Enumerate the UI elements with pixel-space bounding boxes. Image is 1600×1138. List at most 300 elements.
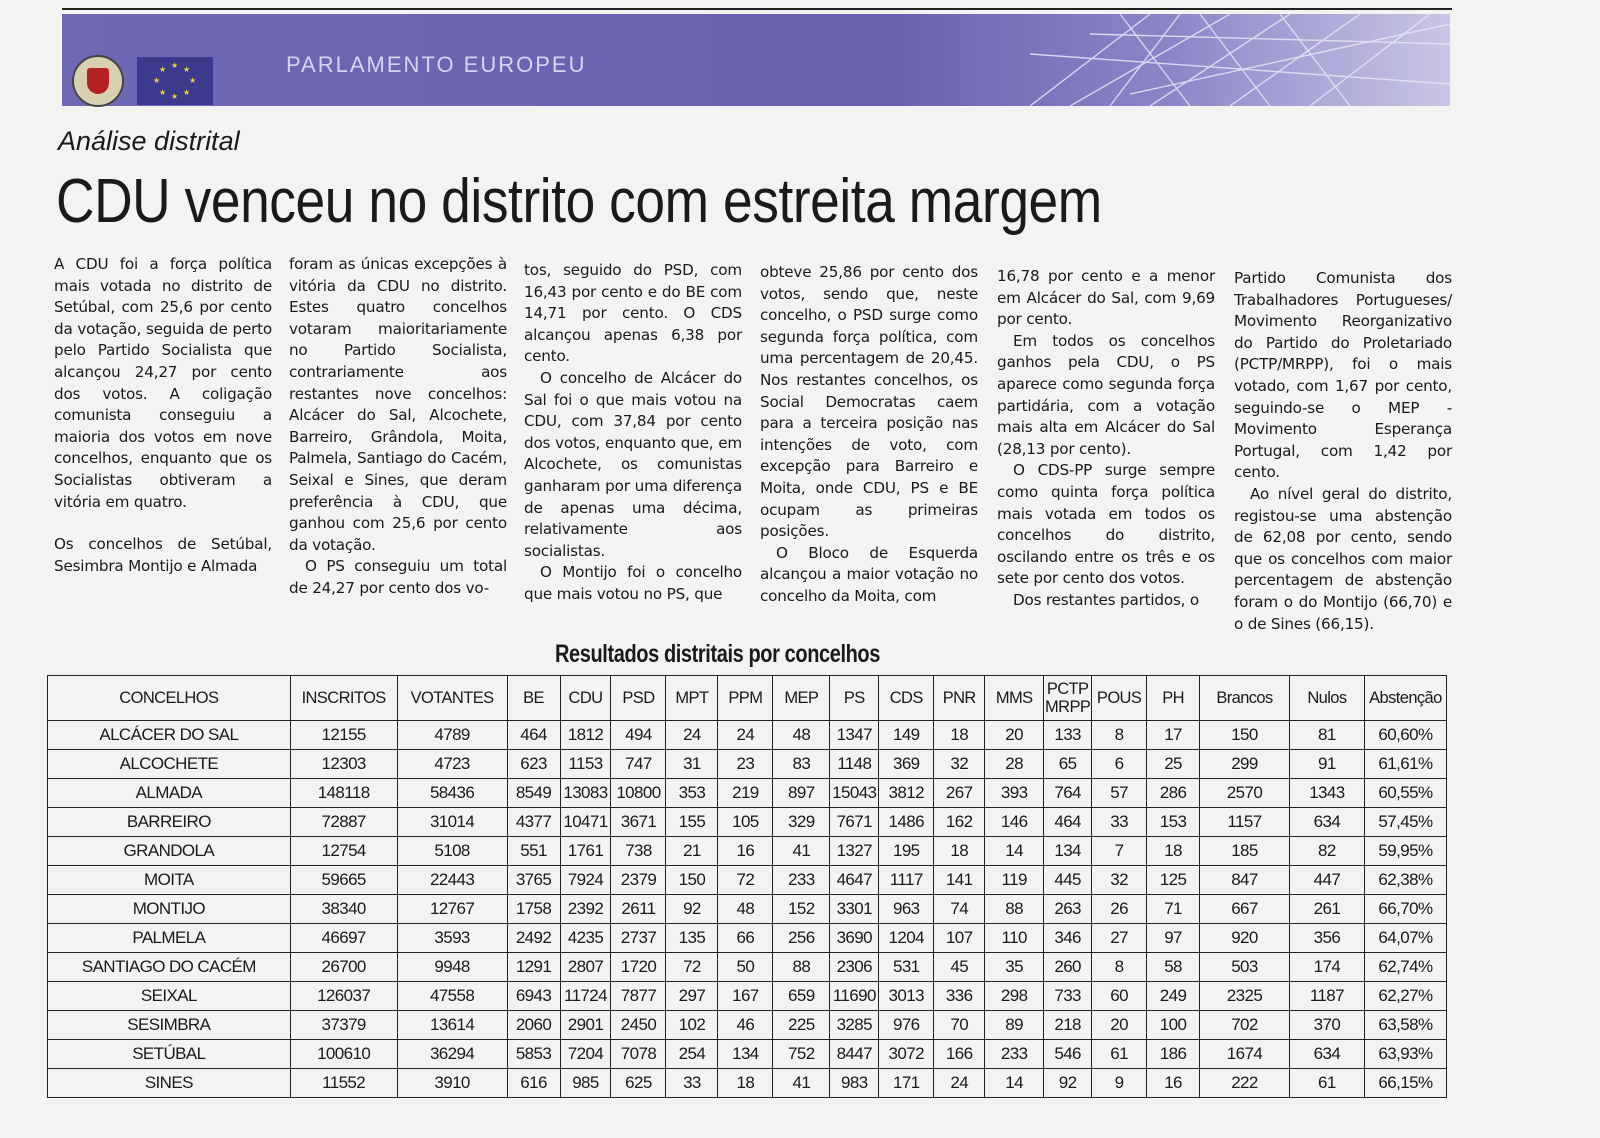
value-cell: 174 <box>1289 953 1364 982</box>
value-cell: 625 <box>611 1069 666 1098</box>
value-cell: 10800 <box>611 779 666 808</box>
value-cell: 110 <box>985 924 1044 953</box>
value-cell: 33 <box>666 1069 718 1098</box>
value-cell: 10471 <box>560 808 611 837</box>
value-cell: 225 <box>773 1011 830 1040</box>
value-cell: 393 <box>985 779 1044 808</box>
value-cell: 1187 <box>1289 982 1364 1011</box>
paragraph: Partido Comunista dos Trabalhadores Portugueses/ Movimento Reorganizativo do Partido do Proletariado (PCTP/MRPP), foi o mais votado, com 1,67 por cento, seguindo-se o MEP - Movimento Esperança Portugal, com 1,42 por cento. <box>1234 269 1452 482</box>
value-cell: 1327 <box>830 837 879 866</box>
value-cell: 1204 <box>879 924 934 953</box>
value-cell: 24 <box>666 721 718 750</box>
column-header: PSD <box>611 676 666 721</box>
table-row <box>48 808 1447 837</box>
value-cell: 41 <box>773 1069 830 1098</box>
column-header: MPT <box>666 676 718 721</box>
value-cell: 133 <box>1044 721 1092 750</box>
table-row <box>48 953 1447 982</box>
value-cell: 18 <box>934 721 985 750</box>
value-cell: 58 <box>1147 953 1200 982</box>
value-cell: 48 <box>773 721 830 750</box>
value-cell: 18 <box>718 1069 773 1098</box>
value-cell: 2901 <box>560 1011 611 1040</box>
value-cell: 503 <box>1200 953 1290 982</box>
value-cell: 1157 <box>1200 808 1290 837</box>
value-cell: 32 <box>1092 866 1147 895</box>
value-cell: 1486 <box>879 808 934 837</box>
table-title: Resultados distritais por concelhos <box>555 640 880 668</box>
value-cell: 261 <box>1289 895 1364 924</box>
paragraph: Ao nível geral do distrito, registou-se uma abstenção de 62,08 por cento, sendo que os concelhos com maior percentagem de abstenção foram o do Montijo (66,70) e o de Sines (66,15). <box>1234 484 1452 633</box>
table-row <box>48 750 1447 779</box>
value-cell: 2060 <box>507 1011 560 1040</box>
paragraph: obteve 25,86 por cento dos votos, sendo que, neste concelho, o PSD surge como segunda força política, com uma percentagem de 20,45. Nos restantes concelhos, os Social Democratas caem para a terceira posição nas intenções de voto, com excepção para Barreiro e Moita, onde CDU, PS e BE ocupam as primeiras posições. <box>760 263 978 541</box>
value-cell: 8549 <box>507 779 560 808</box>
value-cell: 3013 <box>879 982 934 1011</box>
value-cell: 88 <box>985 895 1044 924</box>
value-cell: 141 <box>934 866 985 895</box>
value-cell: 17 <box>1147 721 1200 750</box>
value-cell: 61 <box>1289 1069 1364 1098</box>
value-cell: 38340 <box>290 895 397 924</box>
value-cell: 346 <box>1044 924 1092 953</box>
value-cell: 46697 <box>290 924 397 953</box>
value-cell: 62,27% <box>1364 982 1446 1011</box>
value-cell: 149 <box>879 721 934 750</box>
value-cell: 18 <box>934 837 985 866</box>
value-cell: 66,15% <box>1364 1069 1446 1098</box>
value-cell: 11690 <box>830 982 879 1011</box>
article-column-6 <box>1234 268 1452 635</box>
value-cell: 3671 <box>611 808 666 837</box>
value-cell: 100 <box>1147 1011 1200 1040</box>
value-cell: 353 <box>666 779 718 808</box>
banner-decoration <box>1030 14 1450 106</box>
value-cell: 297 <box>666 982 718 1011</box>
paragraph: O CDS-PP surge sempre como quinta força política mais votada em todos os concelhos do distrito, oscilando entre os três e os sete por cento dos votos. <box>997 461 1215 588</box>
column-header: CDU <box>560 676 611 721</box>
value-cell: 148118 <box>290 779 397 808</box>
value-cell: 2737 <box>611 924 666 953</box>
value-cell: 48 <box>718 895 773 924</box>
value-cell: 702 <box>1200 1011 1290 1040</box>
value-cell: 370 <box>1289 1011 1364 1040</box>
value-cell: 2392 <box>560 895 611 924</box>
value-cell: 286 <box>1147 779 1200 808</box>
value-cell: 464 <box>1044 808 1092 837</box>
value-cell: 4647 <box>830 866 879 895</box>
value-cell: 7078 <box>611 1040 666 1069</box>
table-row <box>48 779 1447 808</box>
value-cell: 60 <box>1092 982 1147 1011</box>
value-cell: 2807 <box>560 953 611 982</box>
value-cell: 57,45% <box>1364 808 1446 837</box>
value-cell: 150 <box>1200 721 1290 750</box>
results-table <box>47 675 1447 1098</box>
value-cell: 752 <box>773 1040 830 1069</box>
column-header: INSCRITOS <box>290 676 397 721</box>
value-cell: 3910 <box>397 1069 507 1098</box>
value-cell: 634 <box>1289 808 1364 837</box>
value-cell: 134 <box>1044 837 1092 866</box>
value-cell: 985 <box>560 1069 611 1098</box>
value-cell: 623 <box>507 750 560 779</box>
value-cell: 146 <box>985 808 1044 837</box>
value-cell: 667 <box>1200 895 1290 924</box>
paragraph: A CDU foi a força política mais votada no distrito de Setúbal, com 25,6 por cento da votação, seguida de perto pelo Partido Socialista que alcançou 24,27 por cento dos votos. A coligação comunista conseguiu a maioria dos votos em nove concelhos, enquanto que os Socialistas obtiveram a vitória em quatro. <box>54 255 272 511</box>
value-cell: 7671 <box>830 808 879 837</box>
value-cell: 16 <box>718 837 773 866</box>
value-cell: 299 <box>1200 750 1290 779</box>
value-cell: 222 <box>1200 1069 1290 1098</box>
column-header: PPM <box>718 676 773 721</box>
article-column-4 <box>760 262 978 608</box>
value-cell: 21 <box>666 837 718 866</box>
column-header: VOTANTES <box>397 676 507 721</box>
municipality-cell: SETÚBAL <box>48 1040 291 1069</box>
value-cell: 976 <box>879 1011 934 1040</box>
value-cell: 738 <box>611 837 666 866</box>
value-cell: 47558 <box>397 982 507 1011</box>
value-cell: 70 <box>934 1011 985 1040</box>
value-cell: 4235 <box>560 924 611 953</box>
value-cell: 135 <box>666 924 718 953</box>
value-cell: 2450 <box>611 1011 666 1040</box>
value-cell: 12767 <box>397 895 507 924</box>
value-cell: 733 <box>1044 982 1092 1011</box>
value-cell: 249 <box>1147 982 1200 1011</box>
value-cell: 41 <box>773 837 830 866</box>
value-cell: 119 <box>985 866 1044 895</box>
value-cell: 8 <box>1092 953 1147 982</box>
value-cell: 107 <box>934 924 985 953</box>
value-cell: 336 <box>934 982 985 1011</box>
value-cell: 897 <box>773 779 830 808</box>
article-column-3 <box>524 260 742 606</box>
value-cell: 83 <box>773 750 830 779</box>
value-cell: 20 <box>1092 1011 1147 1040</box>
value-cell: 5108 <box>397 837 507 866</box>
value-cell: 1674 <box>1200 1040 1290 1069</box>
municipality-cell: BARREIRO <box>48 808 291 837</box>
article-column-5 <box>997 266 1215 612</box>
value-cell: 13614 <box>397 1011 507 1040</box>
value-cell: 7204 <box>560 1040 611 1069</box>
value-cell: 105 <box>718 808 773 837</box>
value-cell: 546 <box>1044 1040 1092 1069</box>
value-cell: 62,74% <box>1364 953 1446 982</box>
column-header: CONCELHOS <box>48 676 291 721</box>
value-cell: 4377 <box>507 808 560 837</box>
value-cell: 126037 <box>290 982 397 1011</box>
value-cell: 1761 <box>560 837 611 866</box>
value-cell: 847 <box>1200 866 1290 895</box>
value-cell: 2306 <box>830 953 879 982</box>
value-cell: 61 <box>1092 1040 1147 1069</box>
value-cell: 7877 <box>611 982 666 1011</box>
column-header: PNR <box>934 676 985 721</box>
column-header: POUS <box>1092 676 1147 721</box>
table-row <box>48 721 1447 750</box>
value-cell: 15043 <box>830 779 879 808</box>
table-row <box>48 866 1447 895</box>
value-cell: 12155 <box>290 721 397 750</box>
value-cell: 195 <box>879 837 934 866</box>
value-cell: 31014 <box>397 808 507 837</box>
table-row <box>48 1069 1447 1098</box>
value-cell: 35 <box>985 953 1044 982</box>
column-header: MMS <box>985 676 1044 721</box>
value-cell: 11724 <box>560 982 611 1011</box>
value-cell: 92 <box>666 895 718 924</box>
value-cell: 5853 <box>507 1040 560 1069</box>
value-cell: 32 <box>934 750 985 779</box>
value-cell: 2492 <box>507 924 560 953</box>
value-cell: 134 <box>718 1040 773 1069</box>
value-cell: 4723 <box>397 750 507 779</box>
value-cell: 100610 <box>290 1040 397 1069</box>
table-row <box>48 895 1447 924</box>
value-cell: 72 <box>666 953 718 982</box>
value-cell: 166 <box>934 1040 985 1069</box>
column-header: Abstenção <box>1364 676 1446 721</box>
column-header: MEP <box>773 676 830 721</box>
value-cell: 60,60% <box>1364 721 1446 750</box>
headline: CDU venceu no distrito com estreita margem <box>56 167 1102 236</box>
value-cell: 7924 <box>560 866 611 895</box>
value-cell: 2325 <box>1200 982 1290 1011</box>
value-cell: 102 <box>666 1011 718 1040</box>
value-cell: 155 <box>666 808 718 837</box>
value-cell: 22443 <box>397 866 507 895</box>
value-cell: 8 <box>1092 721 1147 750</box>
value-cell: 89 <box>985 1011 1044 1040</box>
value-cell: 9 <box>1092 1069 1147 1098</box>
value-cell: 3072 <box>879 1040 934 1069</box>
value-cell: 963 <box>879 895 934 924</box>
value-cell: 16 <box>1147 1069 1200 1098</box>
value-cell: 97 <box>1147 924 1200 953</box>
value-cell: 24 <box>718 721 773 750</box>
column-header: PCTP MRPP <box>1044 676 1092 721</box>
value-cell: 6 <box>1092 750 1147 779</box>
value-cell: 185 <box>1200 837 1290 866</box>
value-cell: 11552 <box>290 1069 397 1098</box>
value-cell: 551 <box>507 837 560 866</box>
value-cell: 298 <box>985 982 1044 1011</box>
value-cell: 61,61% <box>1364 750 1446 779</box>
value-cell: 74 <box>934 895 985 924</box>
value-cell: 616 <box>507 1069 560 1098</box>
column-header: PH <box>1147 676 1200 721</box>
value-cell: 153 <box>1147 808 1200 837</box>
paragraph: O Bloco de Esquerda alcançou a maior votação no concelho da Moita, com <box>760 543 978 605</box>
municipality-cell: ALMADA <box>48 779 291 808</box>
paragraph: Em todos os concelhos ganhos pela CDU, o PS aparece como segunda força partidária, com a votação mais alta em Alcácer do Sal (28,13 por cento). <box>997 331 1215 458</box>
value-cell: 14 <box>985 837 1044 866</box>
value-cell: 3593 <box>397 924 507 953</box>
municipality-cell: SESIMBRA <box>48 1011 291 1040</box>
municipality-cell: SANTIAGO DO CACÉM <box>48 953 291 982</box>
value-cell: 58436 <box>397 779 507 808</box>
paragraph: 16,78 por cento e a menor em Alcácer do Sal, com 9,69 por cento. <box>997 267 1215 329</box>
value-cell: 63,58% <box>1364 1011 1446 1040</box>
value-cell: 2379 <box>611 866 666 895</box>
value-cell: 1347 <box>830 721 879 750</box>
value-cell: 7 <box>1092 837 1147 866</box>
value-cell: 6943 <box>507 982 560 1011</box>
value-cell: 464 <box>507 721 560 750</box>
value-cell: 12754 <box>290 837 397 866</box>
value-cell: 31 <box>666 750 718 779</box>
value-cell: 60,55% <box>1364 779 1446 808</box>
value-cell: 57 <box>1092 779 1147 808</box>
section-kicker: Análise distrital <box>58 126 240 156</box>
value-cell: 162 <box>934 808 985 837</box>
value-cell: 13083 <box>560 779 611 808</box>
municipality-cell: PALMELA <box>48 924 291 953</box>
value-cell: 18 <box>1147 837 1200 866</box>
value-cell: 63,93% <box>1364 1040 1446 1069</box>
table-row <box>48 1011 1447 1040</box>
municipality-cell: SINES <box>48 1069 291 1098</box>
value-cell: 531 <box>879 953 934 982</box>
table-row <box>48 924 1447 953</box>
value-cell: 260 <box>1044 953 1092 982</box>
value-cell: 3285 <box>830 1011 879 1040</box>
value-cell: 72887 <box>290 808 397 837</box>
value-cell: 8447 <box>830 1040 879 1069</box>
value-cell: 219 <box>718 779 773 808</box>
value-cell: 1343 <box>1289 779 1364 808</box>
value-cell: 36294 <box>397 1040 507 1069</box>
value-cell: 152 <box>773 895 830 924</box>
value-cell: 447 <box>1289 866 1364 895</box>
value-cell: 494 <box>611 721 666 750</box>
section-banner <box>62 14 1450 106</box>
eu-flag-icon: ★ ★ ★ ★ ★ ★ ★ ★ <box>137 57 213 105</box>
value-cell: 26700 <box>290 953 397 982</box>
value-cell: 356 <box>1289 924 1364 953</box>
value-cell: 33 <box>1092 808 1147 837</box>
value-cell: 9948 <box>397 953 507 982</box>
column-header: BE <box>507 676 560 721</box>
value-cell: 66 <box>718 924 773 953</box>
value-cell: 267 <box>934 779 985 808</box>
value-cell: 263 <box>1044 895 1092 924</box>
value-cell: 634 <box>1289 1040 1364 1069</box>
value-cell: 64,07% <box>1364 924 1446 953</box>
value-cell: 150 <box>666 866 718 895</box>
value-cell: 71 <box>1147 895 1200 924</box>
value-cell: 23 <box>718 750 773 779</box>
value-cell: 88 <box>773 953 830 982</box>
value-cell: 59665 <box>290 866 397 895</box>
value-cell: 3690 <box>830 924 879 953</box>
value-cell: 12303 <box>290 750 397 779</box>
value-cell: 50 <box>718 953 773 982</box>
value-cell: 25 <box>1147 750 1200 779</box>
paragraph: Dos restantes partidos, o <box>1013 590 1199 609</box>
value-cell: 37379 <box>290 1011 397 1040</box>
value-cell: 764 <box>1044 779 1092 808</box>
municipality-cell: ALCOCHETE <box>48 750 291 779</box>
municipality-cell: SEIXAL <box>48 982 291 1011</box>
table-row <box>48 982 1447 1011</box>
column-header: CDS <box>879 676 934 721</box>
paragraph: O Montijo foi o concelho que mais votou no PS, que <box>524 563 742 603</box>
value-cell: 256 <box>773 924 830 953</box>
column-header: Nulos <box>1289 676 1364 721</box>
value-cell: 747 <box>611 750 666 779</box>
value-cell: 62,38% <box>1364 866 1446 895</box>
value-cell: 329 <box>773 808 830 837</box>
coat-of-arms-emblem <box>72 55 124 107</box>
value-cell: 92 <box>1044 1069 1092 1098</box>
top-rule <box>62 8 1452 10</box>
table-row <box>48 1040 1447 1069</box>
value-cell: 1117 <box>879 866 934 895</box>
value-cell: 171 <box>879 1069 934 1098</box>
municipality-cell: MOITA <box>48 866 291 895</box>
value-cell: 920 <box>1200 924 1290 953</box>
value-cell: 233 <box>985 1040 1044 1069</box>
municipality-cell: ALCÁCER DO SAL <box>48 721 291 750</box>
value-cell: 3812 <box>879 779 934 808</box>
value-cell: 1720 <box>611 953 666 982</box>
value-cell: 125 <box>1147 866 1200 895</box>
value-cell: 82 <box>1289 837 1364 866</box>
value-cell: 1291 <box>507 953 560 982</box>
value-cell: 46 <box>718 1011 773 1040</box>
table-row <box>48 837 1447 866</box>
municipality-cell: GRANDOLA <box>48 837 291 866</box>
table-header-row <box>48 676 1447 721</box>
value-cell: 2570 <box>1200 779 1290 808</box>
value-cell: 3301 <box>830 895 879 924</box>
table-body <box>48 721 1447 1098</box>
value-cell: 1758 <box>507 895 560 924</box>
value-cell: 218 <box>1044 1011 1092 1040</box>
value-cell: 59,95% <box>1364 837 1446 866</box>
value-cell: 1153 <box>560 750 611 779</box>
value-cell: 26 <box>1092 895 1147 924</box>
value-cell: 14 <box>985 1069 1044 1098</box>
value-cell: 254 <box>666 1040 718 1069</box>
value-cell: 983 <box>830 1069 879 1098</box>
value-cell: 445 <box>1044 866 1092 895</box>
article-column-2 <box>289 254 507 600</box>
value-cell: 233 <box>773 866 830 895</box>
value-cell: 66,70% <box>1364 895 1446 924</box>
municipality-cell: MONTIJO <box>48 895 291 924</box>
value-cell: 186 <box>1147 1040 1200 1069</box>
column-header: PS <box>830 676 879 721</box>
value-cell: 1148 <box>830 750 879 779</box>
value-cell: 659 <box>773 982 830 1011</box>
value-cell: 1812 <box>560 721 611 750</box>
paragraph: tos, seguido do PSD, com 16,43 por cento e do BE com 14,71 por cento. O CDS alcançou apenas 6,38 por cento. <box>524 261 742 366</box>
value-cell: 45 <box>934 953 985 982</box>
value-cell: 2611 <box>611 895 666 924</box>
paragraph: O concelho de Alcácer do Sal foi o que mais votou na CDU, com 37,84 por cento dos votos, enquanto que, em Alcochete, os comunistas ganharam por uma diferença de apenas uma décima, relativamente aos socialistas. <box>524 368 742 560</box>
value-cell: 27 <box>1092 924 1147 953</box>
column-header: Brancos <box>1200 676 1290 721</box>
paragraph: O PS conseguiu um total de 24,27 por cento dos vo- <box>289 557 507 597</box>
paragraph: Os concelhos de Setúbal, Sesimbra Montijo e Almada <box>54 535 272 575</box>
value-cell: 72 <box>718 866 773 895</box>
value-cell: 91 <box>1289 750 1364 779</box>
